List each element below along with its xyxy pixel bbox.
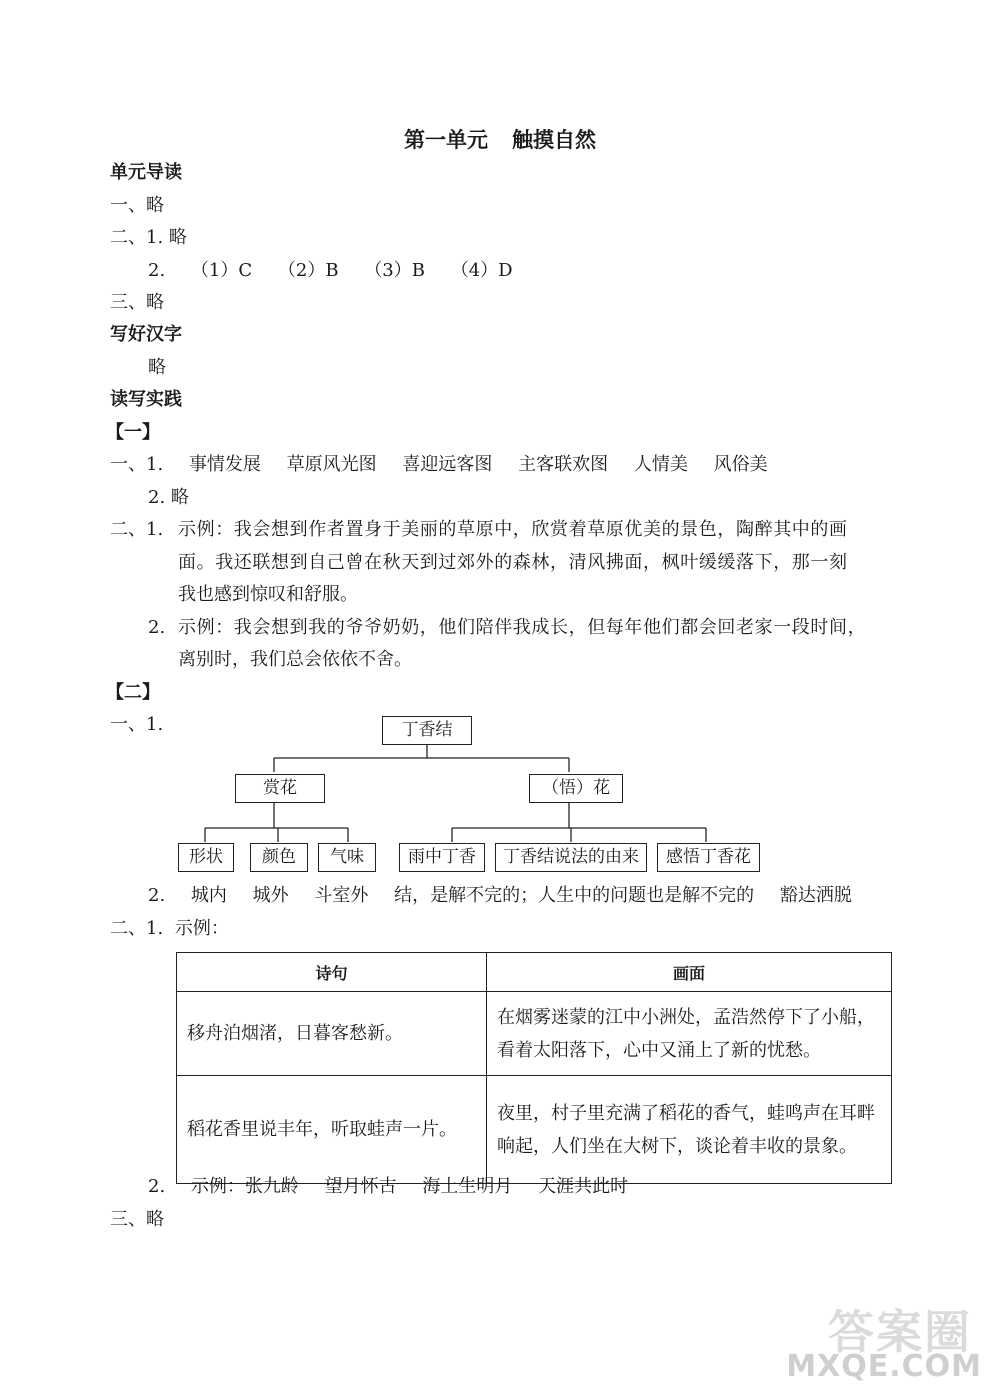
poem-scene-table bbox=[176, 952, 892, 1184]
answer-number: 2. bbox=[148, 617, 166, 638]
table-header-row bbox=[177, 953, 892, 992]
table-cell-scene: 在烟雾迷蒙的江中小洲处，孟浩然停下了小船，看着太阳落下，心中又涌上了新的忧愁。 bbox=[487, 992, 892, 1076]
page-title: 第一单元 触摸自然 bbox=[404, 128, 596, 152]
section-heading-handwriting: 写好汉字 bbox=[110, 324, 182, 345]
structure-tree-diagram bbox=[160, 710, 770, 880]
answer-line: 二、1. 示例： bbox=[110, 918, 229, 939]
table-cell-scene: 夜里，村子里充满了稻花的香气，蛙鸣声在耳畔响起，人们坐在大树下，谈论着丰收的景象。 bbox=[487, 1076, 892, 1184]
answer-line: 2. 略 bbox=[148, 487, 189, 508]
tree-leaf: 气味 bbox=[318, 843, 376, 872]
table-cell-verse: 移舟泊烟渚，日暮客愁新。 bbox=[177, 992, 487, 1076]
answer-line: 2. （1）C （2）B （3）B （4）D bbox=[148, 260, 513, 281]
table-header: 画面 bbox=[487, 953, 892, 992]
answer-number: 二、1. bbox=[110, 519, 164, 540]
table-cell-verse: 稻花香里说丰年，听取蛙声一片。 bbox=[177, 1076, 487, 1184]
watermark-url: MXQE.COM bbox=[786, 1349, 982, 1384]
tree-leaf: 形状 bbox=[178, 843, 234, 872]
answer-line: 面。我还联想到自己曾在秋天到过郊外的森林，清风拂面，枫叶缓缓落下，那一刻 bbox=[178, 552, 848, 573]
answer-number: 一、1. bbox=[110, 714, 164, 735]
tree-leaf: 丁香结说法的由来 bbox=[495, 843, 647, 872]
tree-leaf: 颜色 bbox=[250, 843, 308, 872]
answer-line: 略 bbox=[148, 357, 166, 378]
answer-line: 2. 城内 城外 斗室外 结，是解不完的；人生中的问题也是解不完的 豁达洒脱 bbox=[148, 885, 852, 906]
section-heading-practice: 读写实践 bbox=[110, 389, 182, 410]
answer-line: 三、略 bbox=[110, 292, 164, 313]
tree-node-right: （悟）花 bbox=[529, 774, 623, 803]
answer-line: 二、1. 略 bbox=[110, 227, 187, 248]
answer-line: 离别时，我们总会依依不舍。 bbox=[178, 649, 412, 670]
part-label: 【二】 bbox=[106, 682, 160, 703]
table-row bbox=[177, 1076, 892, 1184]
table-header: 诗句 bbox=[177, 953, 487, 992]
watermark-logo bbox=[782, 1296, 982, 1386]
watermark-logo-text: 答案圈 bbox=[828, 1305, 972, 1359]
tree-node-left: 赏花 bbox=[235, 774, 325, 803]
tree-leaf: 感悟丁香花 bbox=[657, 843, 760, 872]
answer-line: 示例：我会想到我的爷爷奶奶，他们陪伴我成长，但每年他们都会回老家一段时间， bbox=[178, 617, 867, 638]
answer-line: 一、略 bbox=[110, 195, 164, 216]
section-heading-unit-guide: 单元导读 bbox=[110, 162, 182, 183]
part-label: 【一】 bbox=[106, 422, 160, 443]
table-row bbox=[177, 992, 892, 1076]
tree-leaf: 雨中丁香 bbox=[399, 843, 485, 872]
answer-line: 一、1. 事情发展 草原风光图 喜迎远客图 主客联欢图 人情美 风俗美 bbox=[110, 454, 768, 475]
answer-line: 示例：我会想到作者置身于美丽的草原中，欣赏着草原优美的景色，陶醉其中的画 bbox=[178, 519, 848, 540]
answer-line: 2. 示例：张九龄 望月怀古 海上生明月 天涯共此时 bbox=[148, 1176, 629, 1197]
tree-node-root: 丁香结 bbox=[382, 716, 472, 745]
answer-line: 三、略 bbox=[110, 1209, 164, 1230]
answer-line: 我也感到惊叹和舒服。 bbox=[178, 584, 358, 605]
